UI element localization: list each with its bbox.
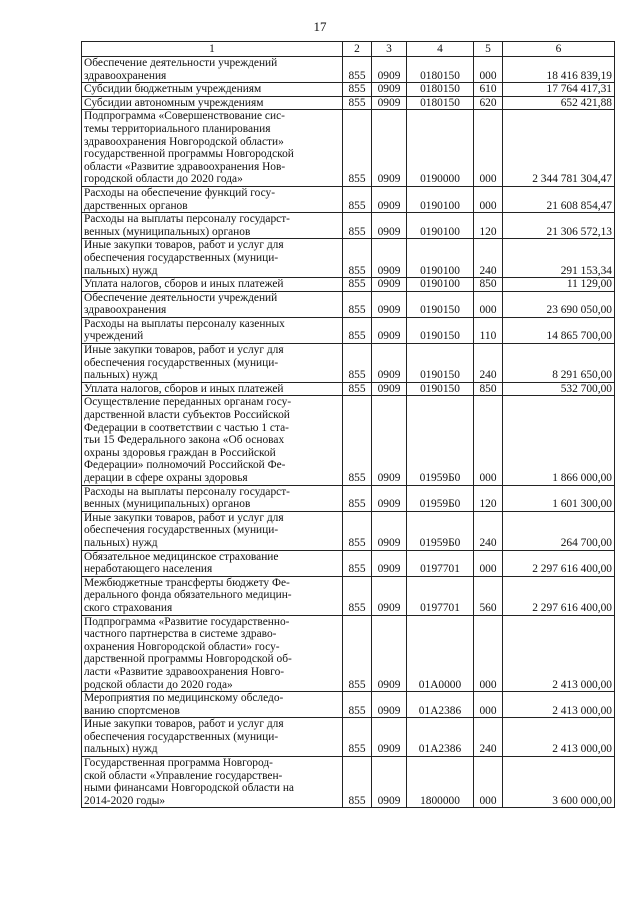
table-row (82, 757, 615, 808)
row-code-cell: 0190100 (407, 186, 474, 212)
column-header: 2 (343, 42, 372, 57)
row-name-text: Обязательное медицинское страхование неработающего населения (84, 550, 279, 576)
column-header: 6 (503, 42, 615, 57)
row-sum-cell: 18 416 839,19 (503, 57, 615, 83)
row-code-cell: 855 (343, 57, 372, 83)
row-name-text: Обеспечение деятельности учреждений здравоохранения (84, 57, 278, 82)
row-name-cell (82, 213, 343, 239)
row-code-cell: 000 (474, 57, 503, 83)
row-code-cell: 000 (474, 396, 503, 485)
row-code-cell: 0909 (372, 692, 407, 718)
row-code-cell: 1800000 (407, 757, 474, 808)
row-code-cell: 855 (343, 576, 372, 615)
table-row (82, 718, 615, 757)
row-name-cell (82, 615, 343, 692)
table-row (82, 291, 615, 317)
row-code-cell: 855 (343, 718, 372, 757)
row-code-cell: 855 (343, 692, 372, 718)
row-code-cell: 0909 (372, 576, 407, 615)
row-name-cell (82, 757, 343, 808)
row-sum-cell: 23 690 050,00 (503, 291, 615, 317)
row-name-text: Уплата налогов, сборов и иных платежей (84, 382, 284, 395)
row-name-cell (82, 186, 343, 212)
row-name-text: Подпрограмма «Совершенствование сис- темы территориального планирования здравоохранения Новгородской области» государственной программы Новгородской области «Развитие здравоохранения Нов- городской области до 2020 года» (84, 110, 294, 186)
row-code-cell: 0190100 (407, 278, 474, 292)
row-code-cell: 01959Б0 (407, 396, 474, 485)
row-code-cell: 855 (343, 382, 372, 396)
row-code-cell: 0909 (372, 344, 407, 383)
table-row (82, 344, 615, 383)
row-code-cell: 0190150 (407, 344, 474, 383)
row-name-text: Расходы на обеспечение функций госу- дарственных органов (84, 186, 276, 212)
budget-table (81, 41, 615, 808)
table-row (82, 396, 615, 485)
row-name-cell (82, 396, 343, 485)
row-code-cell: 0180150 (407, 57, 474, 83)
row-name-text: Межбюджетные трансферты бюджету Фе- дерального фонда обязательного медицин- ского страхования (84, 576, 292, 614)
row-code-cell: 240 (474, 239, 503, 278)
row-code-cell: 0909 (372, 213, 407, 239)
row-name-text: Иные закупки товаров, работ и услуг для обеспечения государственных (муници- пальных) нужд (84, 511, 284, 549)
row-code-cell: 560 (474, 576, 503, 615)
table-row (82, 485, 615, 511)
row-code-cell: 0909 (372, 291, 407, 317)
table-row (82, 96, 615, 110)
row-code-cell: 120 (474, 485, 503, 511)
row-name-text: Субсидии автономным учреждениям (84, 96, 264, 109)
column-header: 3 (372, 42, 407, 57)
table-row (82, 186, 615, 212)
row-sum-cell: 2 297 616 400,00 (503, 550, 615, 576)
row-code-cell: 01959Б0 (407, 511, 474, 550)
row-code-cell: 0909 (372, 396, 407, 485)
table-row (82, 382, 615, 396)
row-name-text: Иные закупки товаров, работ и услуг для обеспечения государственных (муници- пальных) нужд (84, 239, 284, 277)
row-sum-cell: 1 601 300,00 (503, 485, 615, 511)
column-header: 1 (82, 42, 343, 57)
table-row (82, 550, 615, 576)
row-name-cell (82, 344, 343, 383)
table-row (82, 239, 615, 278)
row-name-text: Субсидии бюджетным учреждениям (84, 83, 262, 96)
row-sum-cell: 8 291 650,00 (503, 344, 615, 383)
row-name-cell (82, 317, 343, 343)
row-code-cell: 0190150 (407, 291, 474, 317)
row-code-cell: 855 (343, 317, 372, 343)
row-code-cell: 855 (343, 96, 372, 110)
row-sum-cell: 1 866 000,00 (503, 396, 615, 485)
row-name-cell (82, 718, 343, 757)
row-code-cell: 0909 (372, 278, 407, 292)
table-row (82, 83, 615, 97)
row-sum-cell: 2 344 781 304,47 (503, 110, 615, 187)
row-code-cell: 0909 (372, 382, 407, 396)
row-code-cell: 000 (474, 186, 503, 212)
table-row (82, 278, 615, 292)
row-code-cell: 0190000 (407, 110, 474, 187)
row-name-cell (82, 96, 343, 110)
page-number: 17 (313, 19, 327, 34)
row-name-text: Расходы на выплаты персоналу государст- венных (муниципальных) органов (84, 213, 290, 238)
row-sum-cell: 264 700,00 (503, 511, 615, 550)
row-code-cell: 0190150 (407, 317, 474, 343)
header-row (82, 42, 615, 57)
row-code-cell: 0909 (372, 83, 407, 97)
table-row (82, 692, 615, 718)
row-code-cell: 000 (474, 692, 503, 718)
row-code-cell: 0190100 (407, 239, 474, 278)
row-code-cell: 000 (474, 110, 503, 187)
row-sum-cell: 532 700,00 (503, 382, 615, 396)
row-sum-cell: 17 764 417,31 (503, 83, 615, 97)
row-code-cell: 855 (343, 344, 372, 383)
column-header: 4 (407, 42, 474, 57)
row-code-cell: 855 (343, 186, 372, 212)
row-code-cell: 855 (343, 396, 372, 485)
row-sum-cell: 3 600 000,00 (503, 757, 615, 808)
row-name-text: Расходы на выплаты персоналу казенных учреждений (84, 317, 285, 343)
row-code-cell: 01А2386 (407, 692, 474, 718)
table-row (82, 57, 615, 83)
row-code-cell: 000 (474, 291, 503, 317)
row-name-text: Подпрограмма «Развитие государственно- частного партнерства в системе здраво- охранения Новгородской области» госу- дарственной программы Новгородской об- ласти «Развитие здравоохранения Новго- родской области до 2020 года» (84, 615, 292, 691)
row-name-cell (82, 576, 343, 615)
row-sum-cell: 652 421,88 (503, 96, 615, 110)
row-code-cell: 0909 (372, 615, 407, 692)
row-code-cell: 240 (474, 511, 503, 550)
row-code-cell: 0909 (372, 550, 407, 576)
row-name-cell (82, 239, 343, 278)
row-sum-cell: 291 153,34 (503, 239, 615, 278)
row-code-cell: 0909 (372, 186, 407, 212)
row-name-cell (82, 278, 343, 292)
row-name-cell (82, 291, 343, 317)
row-code-cell: 0190150 (407, 382, 474, 396)
table-row (82, 110, 615, 187)
row-name-text: Государственная программа Новгород- ской области «Управление государствен- ными финансами Новгородской области на 2014-2020 годы» (84, 757, 294, 807)
row-code-cell: 0909 (372, 757, 407, 808)
row-name-cell (82, 550, 343, 576)
row-code-cell: 855 (343, 278, 372, 292)
row-code-cell: 855 (343, 485, 372, 511)
row-name-cell (82, 485, 343, 511)
row-code-cell: 855 (343, 110, 372, 187)
column-header: 5 (474, 42, 503, 57)
row-name-text: Иные закупки товаров, работ и услуг для обеспечения государственных (муници- пальных) нужд (84, 718, 284, 756)
row-code-cell: 0909 (372, 718, 407, 757)
table-row (82, 511, 615, 550)
table-row (82, 576, 615, 615)
row-code-cell: 855 (343, 511, 372, 550)
row-code-cell: 855 (343, 757, 372, 808)
row-code-cell: 0190100 (407, 213, 474, 239)
row-name-cell (82, 57, 343, 83)
row-code-cell: 0909 (372, 511, 407, 550)
row-code-cell: 0197701 (407, 550, 474, 576)
row-code-cell: 240 (474, 718, 503, 757)
row-code-cell: 01А0000 (407, 615, 474, 692)
row-sum-cell: 2 413 000,00 (503, 692, 615, 718)
row-name-text: Уплата налогов, сборов и иных платежей (84, 278, 284, 291)
row-code-cell: 01А2386 (407, 718, 474, 757)
row-code-cell: 0180150 (407, 83, 474, 97)
row-name-cell (82, 692, 343, 718)
row-name-cell (82, 382, 343, 396)
row-code-cell: 0909 (372, 96, 407, 110)
row-code-cell: 855 (343, 291, 372, 317)
row-name-cell (82, 511, 343, 550)
row-code-cell: 0909 (372, 110, 407, 187)
row-code-cell: 855 (343, 83, 372, 97)
row-code-cell: 000 (474, 757, 503, 808)
row-code-cell: 855 (343, 239, 372, 278)
row-code-cell: 0197701 (407, 576, 474, 615)
row-sum-cell: 11 129,00 (503, 278, 615, 292)
row-code-cell: 110 (474, 317, 503, 343)
row-name-text: Расходы на выплаты персоналу государст- венных (муниципальных) органов (84, 485, 290, 511)
row-code-cell: 850 (474, 382, 503, 396)
row-code-cell: 850 (474, 278, 503, 292)
row-code-cell: 855 (343, 213, 372, 239)
row-sum-cell: 2 413 000,00 (503, 718, 615, 757)
row-sum-cell: 2 297 616 400,00 (503, 576, 615, 615)
row-code-cell: 0909 (372, 485, 407, 511)
row-code-cell: 000 (474, 550, 503, 576)
table-row (82, 213, 615, 239)
table-row (82, 615, 615, 692)
row-sum-cell: 21 306 572,13 (503, 213, 615, 239)
row-code-cell: 0909 (372, 57, 407, 83)
row-code-cell: 000 (474, 615, 503, 692)
row-name-text: Иные закупки товаров, работ и услуг для обеспечения государственных (муници- пальных) нужд (84, 344, 284, 382)
row-sum-cell: 21 608 854,47 (503, 186, 615, 212)
row-code-cell: 0909 (372, 317, 407, 343)
row-code-cell: 855 (343, 550, 372, 576)
row-code-cell: 240 (474, 344, 503, 383)
row-name-text: Обеспечение деятельности учреждений здравоохранения (84, 291, 278, 317)
row-code-cell: 610 (474, 83, 503, 97)
row-name-text: Осуществление переданных органам госу- дарственной власти субъектов Российской Федерации в соответствии с частью 1 ста- тьи 15 Федерального закона «Об основах охраны здоровья граждан в Российской Федерации» полномочий Российской Фе- дерации в сфере охраны здоровья (84, 396, 292, 484)
row-code-cell: 620 (474, 96, 503, 110)
row-code-cell: 01959Б0 (407, 485, 474, 511)
row-code-cell: 855 (343, 615, 372, 692)
row-sum-cell: 14 865 700,00 (503, 317, 615, 343)
row-name-cell (82, 110, 343, 187)
row-sum-cell: 2 413 000,00 (503, 615, 615, 692)
row-code-cell: 120 (474, 213, 503, 239)
row-code-cell: 0909 (372, 239, 407, 278)
row-code-cell: 0180150 (407, 96, 474, 110)
table-row (82, 317, 615, 343)
row-name-cell (82, 83, 343, 97)
row-name-text: Мероприятия по медицинскому обследо- ванию спортсменов (84, 692, 284, 717)
